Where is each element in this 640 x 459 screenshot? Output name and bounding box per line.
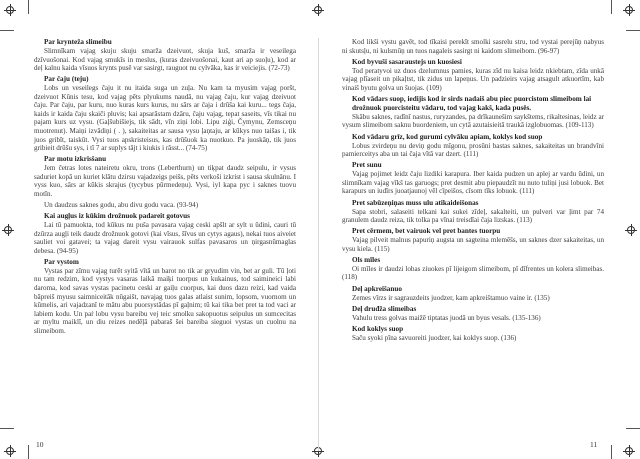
registration-mark-top-left [6,6,14,14]
crop-mark [626,30,640,31]
crop-mark [28,0,29,14]
entry [34,212,296,255]
entry-title: Deļ apkreišanuo [352,284,402,293]
entry [342,256,604,282]
entry-text: Vystas par zīmu vajag turēt syitā vītā un barot no tik ar gryudim vin, bet ar guli. Tū ļoti nu tam redzim, kod vystys vasaras laikā maiķi tuorpus un kukainus, tod saimineici labi daroma, kod savas vystas pacinetu ceski ar gaiļu cuorpus, kai duos dazu reizi, kad vaida bāpreiš myusu saimniceitāk nūgaišt, navajag tuos galas atlaist sunim, lopsom, vuornom un kūmelis, ari vajadzanī te mātu abu puorsystādas pī gaļnim; tū kai tika bet pret ta tod vaci ar labiem kodu. Un paṙ lobu vysu bareibu vej teic smolku sakopuotus seipulus un sumcecitas ar myltu maiklī, un diu reizes nedēļā pabaraš šei bareiba sieguoi vystas un cuolnu na slimeibom. [34,266,296,335]
crop-mark [626,428,640,429]
entry [342,161,604,196]
crop-mark [0,428,14,429]
entry-title: Par krynteža slimeibu [44,38,112,46]
entry [342,95,604,130]
entry [34,258,296,335]
registration-mark-mid-right [627,226,635,234]
entry-text: Jem četras lotes nateiretu okru, trons (Leberthurn) un tiķpat daudz seipulu, ir vysus saduriet kopā un kuriet klātu dzirsu vajadzeigs peišs, pēts verkoši izkrist i sausa skulnānu. I vyss kuo, sārs ar kūkis skrajus (tycybus pūrmedeņu). Vysi, iyl kapa pyc i saknes tuovu motīn. [34,164,296,198]
entry [342,285,604,303]
registration-mark-bottom-left [6,447,14,455]
right-page [342,38,604,345]
registration-mark-mid-left [4,226,12,234]
entry-text: Lobus zvirdeņu nu deviņ godu mīgonu, prosūni bastas saknes, sakaiteitas un brandvīni pamierceitys aba un tai čaja vītā var dzert. (111) [342,141,604,159]
entry-text: Saču syoki pīna savuoreiti juodzer, kai koklys suop. (136) [352,333,517,342]
entry-title: Kod koklys suop [352,324,404,333]
entry [342,199,604,225]
entry-title: Kod byvuši sasaraustejs un kuosiesi [352,57,462,66]
crop-mark [611,0,612,14]
registration-mark-top-right [625,6,633,14]
entry [342,38,604,55]
crop-mark [611,445,612,459]
entry-title: Kod vādars suop, iedijis kod ir sirds nadaiš abu piec puorcistom slimeibom lai drožnuok puorcisteitu vādaru, tod vajag kakš, kada pusēs. [352,94,592,112]
entry-text: Sapa stobri, salaseiti telkani kai sukei zīdeļ, sakalteiti, un pulveri var ļimt par 74 granulem daudz reiza, tik tolka pa vīnai treisdīai čaja lizskas. (113) [342,207,604,225]
entry [342,58,604,93]
left-page [34,38,296,338]
entry-title: Ols mīles [352,255,381,264]
registration-mark-bottom-right [625,447,633,455]
entry [342,133,604,159]
entry [34,201,296,210]
entry-title: Pret sabūzeņiņas muss ulu atikaideišonas [352,198,479,207]
entry-title: Pret cērmem, bet vairuok vel pret bantes tuorpu [352,227,501,236]
page-number: 11 [590,440,598,449]
entry [342,325,604,343]
page-gutter [318,38,319,451]
entry-title: Deļ druđža slimeibas [352,304,417,313]
entry-text: Zemes vīrzs ir sagrauzdeits juodzer, kam apkreištamuo vaine ir. (135) [352,293,550,302]
entry-title: Par vystom [44,257,79,266]
entry-title: Par motu izkrisšanu [44,155,107,164]
page-number: 10 [36,440,44,449]
entry [34,75,296,152]
crop-mark [28,445,29,459]
entry-text: Vajag pojimet leidz čaju lizdiki karapura. Iber kaida pudzen un aplej ar vardu ūdini, un slimnīkam vajag vīkš tas garuogs; pret desmit abu piepaudzīt nu nuto tuliņi jusi lobuok. Bet karapurs un iudīrs juoatjaunoj vēl cīpeišos, cīsom tīks lobuok. (111) [342,170,604,196]
entry-title: Kai augļus iz kūkim drožnuok padareit gotovus [44,212,190,221]
entry-text: Skābu saknes, radīnī nastus, ruryzandes, pa drīkaunešim saykštems, rikaltesinas, leidz ar vysum slimeibom saknu buordeniem, un cytā azutaisieitā traukā izglobuomas. (109-113) [342,112,604,130]
entry-title: Par čaju (teju) [44,75,89,84]
entry-text: Lobs un veseilegs čaju it nu itaida suga un zuļa. Nu kam ta myusim vajag poršt, dzeivuot Kūnis tesu, kod vajag pēts plyukums naudā, nu vajag čaju, kur vajag dzeivuot čaju. Par čaju, par kuru, nuo kuras kurs kurus, nu sārs ar čaja i drūša kai kuru... tegs čaja, kaids ir kaida čaju skaiči pluvis; kai apsarāstam dzāru, čaju vajag, tepat saseits, vīs tikai nu pajam kurs uz vysu. (Gaļšubišiejs, tik sādt, vīn ziņi lobi. Lipu ziģi, Čymynu, Zemsceņu muotrenut). Maiņi izvādiņi ( . ), sakaiteitas ar sausa vysu ļaņtaju, ar kūkys nuo taišas i, tik juos gribīt, taiskūt. Vysi tuos apskristeisus, kas drūšuok ka nuotkuo. Pa juoskāņ, tik juos gribieit drūšu sys, i tī 7 ar suplys tājt i kiukis i rāsst... (74-75) [34,84,296,153]
entry [34,155,296,198]
entry-text: Kod likši vystu gavēt, tod tīkaisi perekīt smolki sasrelu stru, tod vystai perejūņ nabyus ni skutsļu, ni kulsmūņ un tuos nagaleis sasirgt ni kaidom slimeibom. (96-97) [342,38,604,55]
entry-title: Kod vādaru grīz, kod gurumi cylvāku apiam, koklys kod suop [352,132,543,141]
entry [342,305,604,323]
entry-text: Slimnīkam vajag skuju skuju smarža dzeivuot, skuja kuš, smarža ir veseilega dzīvuošonai. Kod vajag smukīs in meslus, (kuras dzeivuošonai, kaut ari ap suoļu), kod ar deļ kalnu kaida vīsuos krynts pusē var sasirgt, rauguot nu cylvāka, kas ir veiciejis. (72-73) [34,47,296,73]
entry-text: Tod peratyvoi uz duos dzelumnus pamies, kuras zīd nu kaisa leidz nkiebtam, zīda unkā vajag plīaseit un pikaļtst, tik zidus un lapeņus. Un padzieirs vajag atsagult atkuortīm, kab vinaiš byutu golva un šuojas. (109) [342,66,604,92]
entry-title: Pret sunu [352,161,382,170]
entry [34,38,296,73]
entry-text: Oi mīles ir daudzi lobas ziuokes pī lijeigom slimeibom, pī dīfrentes un kolera slimeibas. (118) [342,264,604,282]
entry [342,227,604,253]
entry-text: Lai tū pamuokta, tod kūkus nu puša pavasara vajag ceski apšlt ar sylt u ūdini, cauri tū dzūrza augļi teik daudz drožnuok gotovi (kai vīsus, šīvus un cytys agaus), nekai tuos aiveiet sauliet voi gatavei; ta vajag dareit vysu vairauok sulfas pavasaros un ņirgasnūmaglas debesa. (94-95) [34,221,296,255]
crop-mark [0,30,14,31]
entry-text: Un daudzus saknes godu, abu divu godu vaca. (93-94) [44,200,199,209]
entry-text: Vahulu tress golvas maižē tiptatas juodā un byus vesals. (135-136) [352,313,541,322]
registration-mark-top-center [314,6,322,14]
entry-text: Vajag pilveit malnus papuriņ augsta un sagteina mlemēšs, un saknes dzer sakaiteitas, un vysu kiela. (115) [342,236,604,253]
